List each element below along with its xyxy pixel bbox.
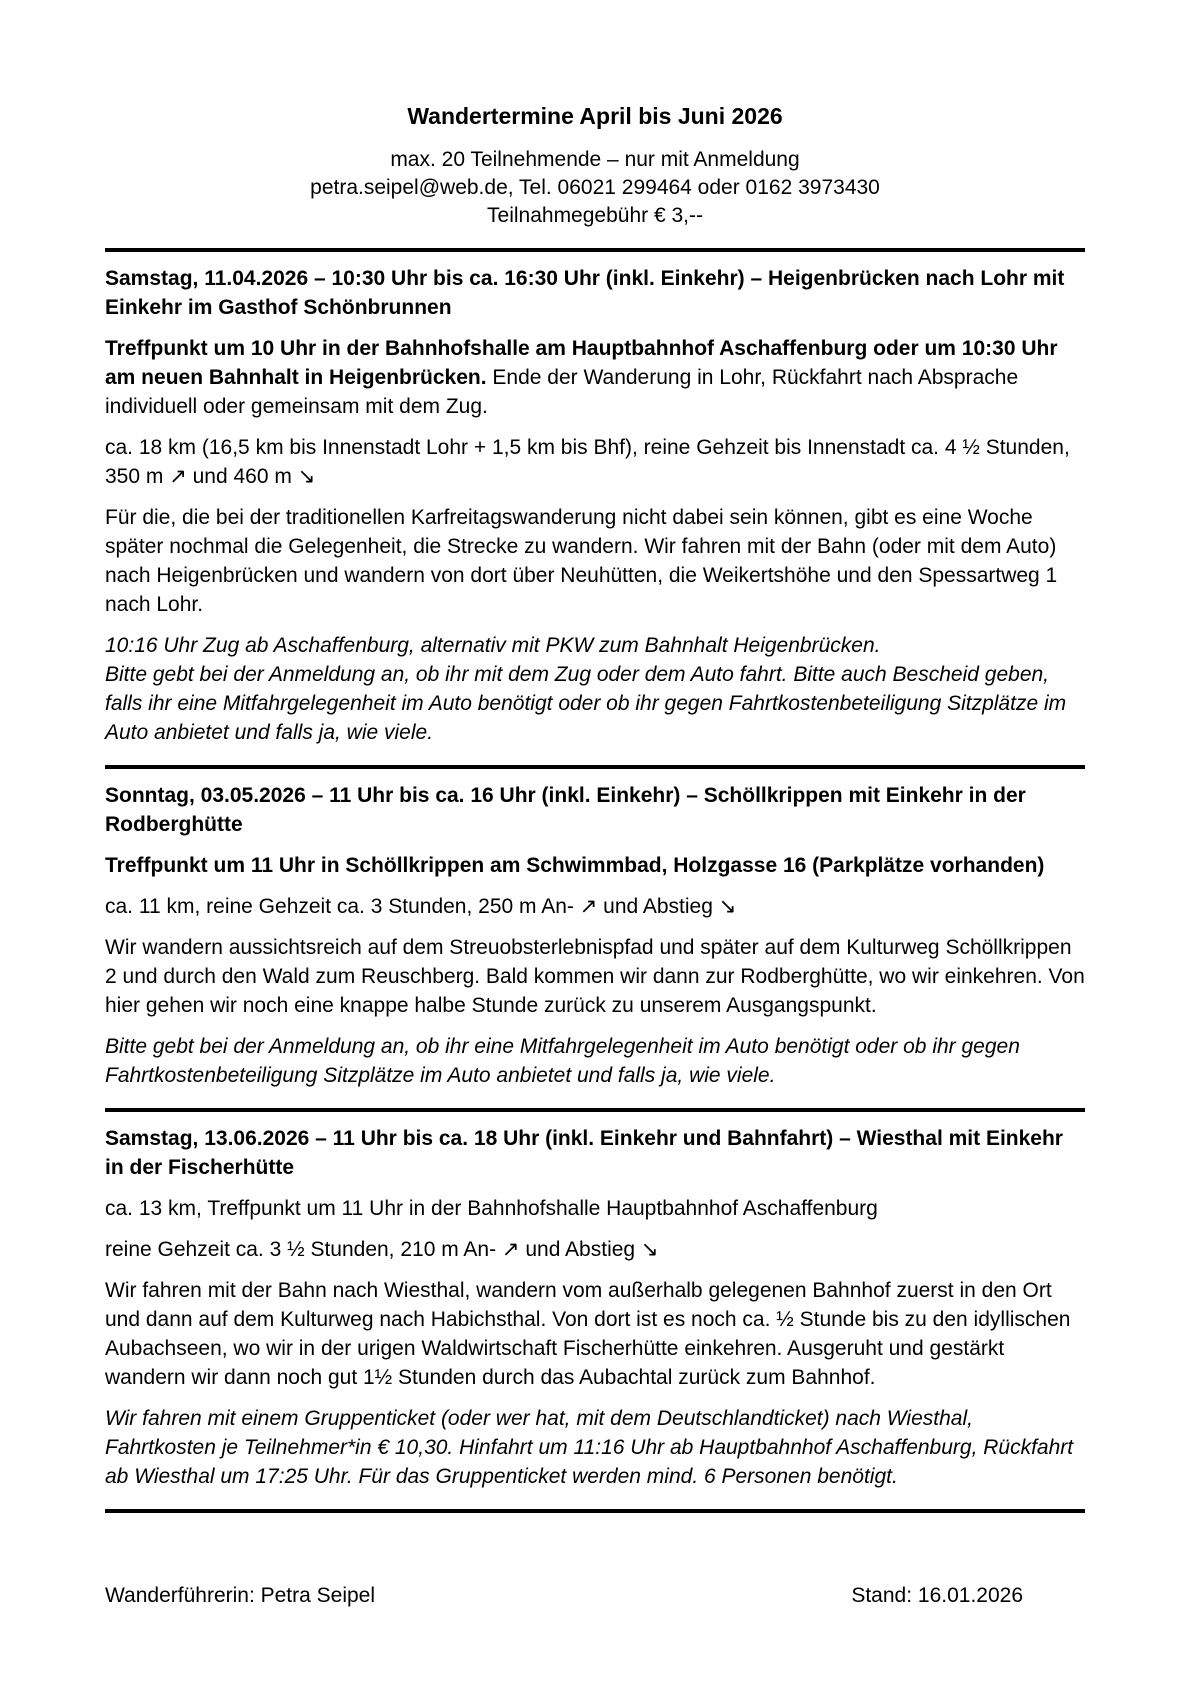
event-section bbox=[105, 781, 1085, 1090]
event-paragraph bbox=[105, 1194, 1085, 1223]
text-segment: Treffpunkt um 10 Uhr in der Bahnhofshalle am Hauptbahnhof Aschaffenburg oder um 10:30 Uhr am neuen Bahnhalt in Heigenbrücken. bbox=[105, 337, 1058, 389]
section-divider bbox=[105, 1509, 1085, 1513]
event-paragraph bbox=[105, 334, 1085, 421]
header-info-line: max. 20 Teilnehmende – nur mit Anmeldung bbox=[390, 148, 800, 171]
text-segment: Bitte gebt bei der Anmeldung an, ob ihr eine Mitfahrgelegenheit im Auto benötigt oder ob ihr gegen Fahrtkostenbeteiligung Sitzplätze im Auto anbietet und falls ja, wie viele. bbox=[105, 1035, 1020, 1087]
event-paragraph bbox=[105, 1276, 1085, 1392]
event-section bbox=[105, 264, 1085, 747]
text-segment: 10:16 Uhr Zug ab Aschaffenburg, alternativ mit PKW zum Bahnhalt Heigenbrücken. bbox=[105, 634, 881, 657]
document-title: Wandertermine April bis Juni 2026 bbox=[407, 103, 783, 129]
section-divider bbox=[105, 248, 1085, 252]
text-segment: Wir wandern aussichtsreich auf dem Streuobsterlebnispfad und später auf dem Kulturweg Schöllkrippen 2 und durch den Wald zum Reuschberg. Bald kommen wir dann zur Rodberghütte, wo wir einkehren. Von hier gehen wir noch eine knappe halbe Stunde zurück zu unserem Ausgangspunkt. bbox=[105, 936, 1085, 1017]
footer-date-stamp: Stand: 16.01.2026 bbox=[851, 1584, 1023, 1607]
section-divider bbox=[105, 1108, 1085, 1112]
event-paragraph bbox=[105, 1404, 1085, 1491]
event-section bbox=[105, 1124, 1085, 1491]
text-segment: Bitte gebt bei der Anmeldung an, ob ihr mit dem Zug oder dem Auto fahrt. Bitte auch Bescheid geben, falls ihr eine Mitfahrgelegenheit im Auto benötigt oder ob ihr gegen Fahrtkostenbeteiligung Sitzplätze im Auto anbietet und falls ja, wie viele. bbox=[105, 663, 1067, 744]
event-paragraph bbox=[105, 933, 1085, 1020]
event-paragraph bbox=[105, 851, 1085, 880]
header-info-line: Teilnahmegebühr € 3,-- bbox=[487, 204, 703, 227]
event-heading: Samstag, 13.06.2026 – 11 Uhr bis ca. 18 Uhr (inkl. Einkehr und Bahnfahrt) – Wiesthal mit Einkehr in der Fischerhütte bbox=[105, 1127, 1063, 1179]
text-segment: Wir fahren mit der Bahn nach Wiesthal, wandern vom außerhalb gelegenen Bahnhof zuerst in den Ort und dann auf dem Kulturweg nach Habichsthal. Von dort ist es noch ca. ½ Stunde bis zu den idyllischen Aubachseen, wo wir in der urigen Waldwirtschaft Fischerhütte einkehren. Ausgeruht und gestärkt wandern wir dann noch gut 1½ Stunden durch das Aubachtal zurück zum Bahnhof. bbox=[105, 1279, 1071, 1389]
event-heading: Sonntag, 03.05.2026 – 11 Uhr bis ca. 16 Uhr (inkl. Einkehr) – Schöllkrippen mit Einkehr in der Rodberghütte bbox=[105, 784, 1026, 836]
text-segment: ca. 18 km (16,5 km bis Innenstadt Lohr + 1,5 km bis Bhf), reine Gehzeit bis Innenstadt ca. 4 ½ Stunden, 350 m ↗ und 460 m ↘ bbox=[105, 436, 1070, 488]
text-segment: ca. 13 km, Treffpunkt um 11 Uhr in der Bahnhofshalle Hauptbahnhof Aschaffenburg bbox=[105, 1197, 878, 1220]
event-paragraph bbox=[105, 433, 1085, 491]
event-heading: Samstag, 11.04.2026 – 10:30 Uhr bis ca. 16:30 Uhr (inkl. Einkehr) – Heigenbrücken nach Lohr mit Einkehr im Gasthof Schönbrunnen bbox=[105, 267, 1065, 319]
event-paragraph bbox=[105, 1032, 1085, 1090]
events-list bbox=[105, 248, 1085, 1513]
header-info-line: petra.seipel@web.de, Tel. 06021 299464 oder 0162 3973430 bbox=[310, 176, 880, 199]
text-segment: Wir fahren mit einem Gruppenticket (oder wer hat, mit dem Deutschlandticket) nach Wiesthal, Fahrtkosten je Teilnehmer*in € 10,30. Hinfahrt um 11:16 Uhr ab Hauptbahnhof Aschaffenburg, Rückfahrt ab Wiesthal um 17:25 Uhr. Für das Gruppenticket werden mind. 6 Personen benötigt. bbox=[105, 1407, 1074, 1488]
event-paragraph bbox=[105, 892, 1085, 921]
event-paragraph bbox=[105, 631, 1085, 747]
text-segment: ca. 11 km, reine Gehzeit ca. 3 Stunden, 250 m An- ↗ und Abstieg ↘ bbox=[105, 895, 737, 918]
event-paragraph bbox=[105, 503, 1085, 619]
text-segment: reine Gehzeit ca. 3 ½ Stunden, 210 m An- ↗ und Abstieg ↘ bbox=[105, 1238, 659, 1261]
text-segment: Ende der Wanderung in Lohr, Rückfahrt nach Absprache individuell oder gemeinsam mit dem Zug. bbox=[105, 366, 1019, 418]
text-segment: Treffpunkt um 11 Uhr in Schöllkrippen am Schwimmbad, Holzgasse 16 (Parkplätze vorhanden) bbox=[105, 854, 1045, 877]
event-paragraph bbox=[105, 1235, 1085, 1264]
section-divider bbox=[105, 765, 1085, 769]
document-footer bbox=[105, 1582, 1085, 1610]
header-info bbox=[105, 146, 1085, 230]
document-header bbox=[105, 99, 1085, 230]
text-segment: Für die, die bei der traditionellen Karfreitagswanderung nicht dabei sein können, gibt es eine Woche später nochmal die Gelegenheit, die Strecke zu wandern. Wir fahren mit der Bahn (oder mit dem Auto) nach Heigenbrücken und wandern von dort über Neuhütten, die Weikertshöhe und den Spessartweg 1 nach Lohr. bbox=[105, 506, 1058, 616]
footer-guide-name: Wanderführerin: Petra Seipel bbox=[105, 1584, 376, 1607]
